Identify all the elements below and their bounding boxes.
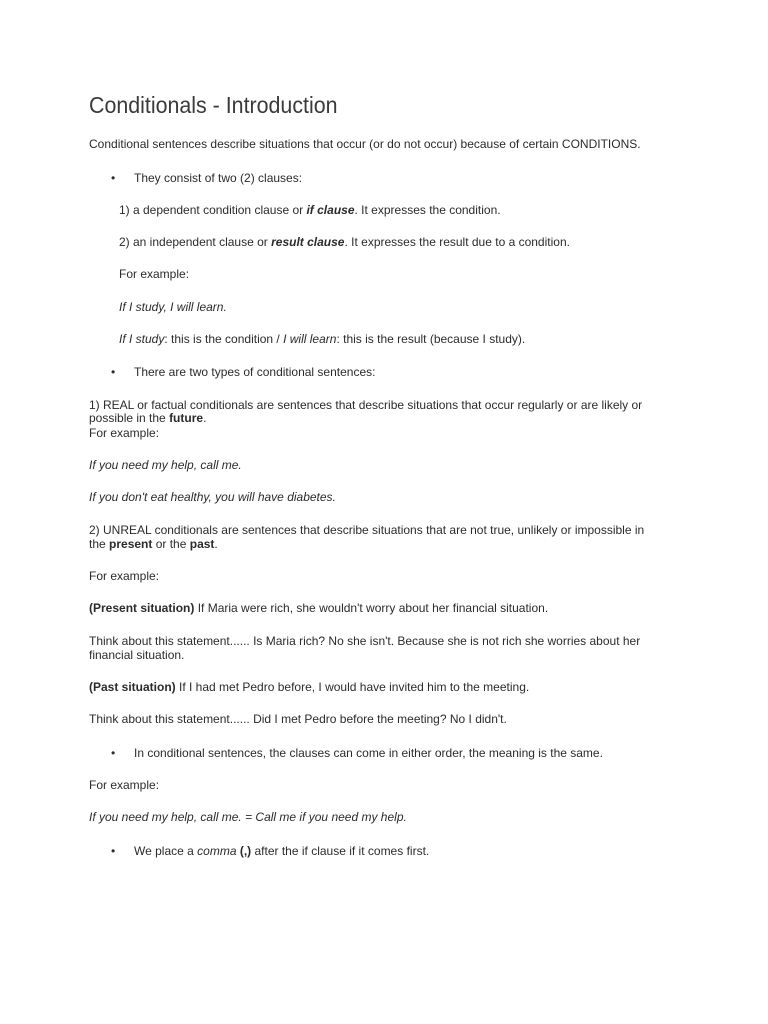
for-example-label: For example: (89, 426, 160, 440)
past-situation-example: (Past situation) If I had met Pedro before, I would have invited him to the meeting. (89, 680, 530, 694)
real-example-2: If you don't eat healthy, you will have diabetes. (89, 490, 336, 504)
bullet-text: We place a comma (,) after the if clause if it comes first. (134, 844, 430, 858)
unreal-conditionals-line1: 2) UNREAL conditionals are sentences that describe situations that are not true, unlikely or impossible in (89, 523, 645, 537)
intro-paragraph: Conditional sentences describe situations that occur (or do not occur) because of certain CONDITIONS. (89, 137, 641, 151)
clause-1: 1) a dependent condition clause or if clause. It expresses the condition. (119, 203, 501, 217)
think-about-past: Think about this statement...... Did I met Pedro before the meeting? No I didn't. (89, 712, 507, 726)
bullet-text: They consist of two (2) clauses: (134, 171, 303, 185)
order-example: If you need my help, call me. = Call me if you need my help. (89, 810, 407, 824)
bullet-icon: • (111, 746, 116, 760)
example-explanation: If I study: this is the condition / I will learn: this is the result (because I study). (119, 332, 526, 346)
real-conditionals-line2: possible in the future. (89, 411, 207, 425)
page-title: Conditionals - Introduction (89, 92, 338, 118)
unreal-conditionals-line2: the present or the past. (89, 537, 218, 551)
for-example-label: For example: (89, 569, 160, 583)
bullet-icon: • (111, 844, 116, 858)
present-situation-example: (Present situation) If Maria were rich, she wouldn't worry about her financial situation. (89, 601, 549, 615)
think-about-present-line1: Think about this statement...... Is Maria rich? No she isn't. Because she is not rich she worries about her (89, 634, 641, 648)
bullet-icon: • (111, 171, 116, 185)
real-example-1: If you need my help, call me. (89, 458, 242, 472)
real-conditionals-line1: 1) REAL or factual conditionals are sentences that describe situations that occur regularly or are likely or (89, 398, 643, 412)
example-sentence: If I study, I will learn. (119, 300, 227, 314)
bullet-icon: • (111, 365, 116, 379)
for-example-label: For example: (119, 267, 190, 281)
think-about-present-line2: financial situation. (89, 648, 185, 662)
bullet-text: There are two types of conditional sentences: (134, 365, 376, 379)
for-example-label: For example: (89, 778, 160, 792)
clause-2: 2) an independent clause or result clause. It expresses the result due to a condition. (119, 235, 570, 249)
bullet-text: In conditional sentences, the clauses can come in either order, the meaning is the same. (134, 746, 603, 760)
